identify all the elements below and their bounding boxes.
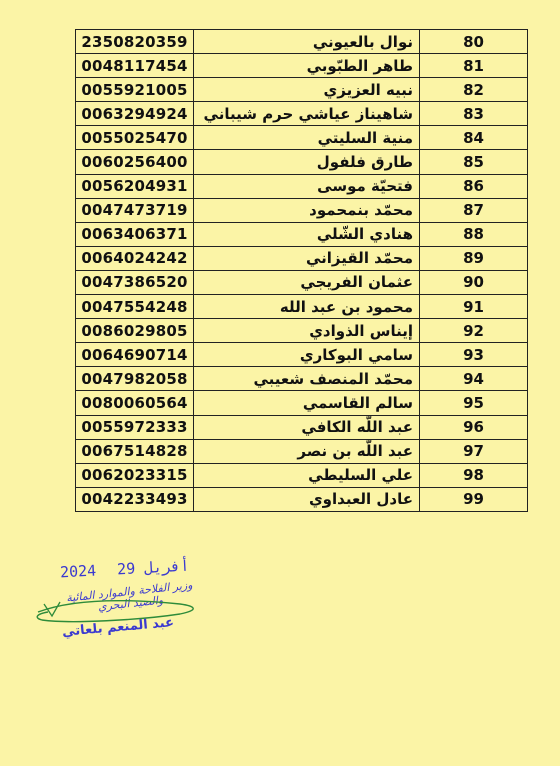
row-number-cell: 83 (420, 102, 528, 126)
table-row (76, 54, 528, 78)
table-row (76, 102, 528, 126)
name-cell: محمّد القيزاني (194, 246, 420, 270)
name-cell: عادل العبداوي (194, 487, 420, 511)
table-row (76, 367, 528, 391)
row-number-cell: 85 (420, 150, 528, 174)
name-cell: نوال بالعيوني (194, 30, 420, 54)
table-row (76, 343, 528, 367)
id-number-cell: 0042233493 (76, 487, 194, 511)
row-number-cell: 97 (420, 439, 528, 463)
names-table (75, 29, 528, 512)
id-number-cell: 0047386520 (76, 270, 194, 294)
name-cell: محمّد المنصف شعيبي (194, 367, 420, 391)
row-number-cell: 80 (420, 30, 528, 54)
name-cell: طارق فلفول (194, 150, 420, 174)
name-cell: عثمان الفريجي (194, 270, 420, 294)
name-cell: نبيه العزيزي (194, 78, 420, 102)
id-number-cell: 0064690714 (76, 343, 194, 367)
row-number-cell: 86 (420, 174, 528, 198)
row-number-cell: 94 (420, 367, 528, 391)
row-number-cell: 98 (420, 463, 528, 487)
id-number-cell: 0064024242 (76, 246, 194, 270)
table-row (76, 222, 528, 246)
id-number-cell: 0060256400 (76, 150, 194, 174)
name-cell: سامي البوكاري (194, 343, 420, 367)
id-number-cell: 0062023315 (76, 463, 194, 487)
table-row (76, 246, 528, 270)
row-number-cell: 88 (420, 222, 528, 246)
table-row (76, 415, 528, 439)
name-cell: محمّد بنمحمود (194, 198, 420, 222)
row-number-cell: 91 (420, 295, 528, 319)
name-cell: عبد اللّه بن نصر (194, 439, 420, 463)
table-row (76, 150, 528, 174)
row-number-cell: 89 (420, 246, 528, 270)
id-number-cell: 0047982058 (76, 367, 194, 391)
signatory-name: عبد المنعم بلعاتي (61, 615, 175, 640)
id-number-cell: 2350820359 (76, 30, 194, 54)
id-number-cell: 0055025470 (76, 126, 194, 150)
stamp-day: 29 (116, 559, 136, 579)
name-cell: شاهيناز عياشي حرم شيباني (194, 102, 420, 126)
table-row (76, 78, 528, 102)
stamp-year: 2024 (59, 561, 97, 582)
name-cell: عبد اللّه الكافي (194, 415, 420, 439)
name-cell: محمود بن عبد الله (194, 295, 420, 319)
row-number-cell: 95 (420, 391, 528, 415)
table-row (76, 30, 528, 54)
id-number-cell: 0067514828 (76, 439, 194, 463)
row-number-cell: 93 (420, 343, 528, 367)
name-cell: طاهر الطبّوبي (194, 54, 420, 78)
signatory-title: وزير الفلاحة والموارد المائية والصيد البحري (65, 578, 194, 614)
row-number-cell: 87 (420, 198, 528, 222)
row-number-cell: 96 (420, 415, 528, 439)
row-number-cell: 81 (420, 54, 528, 78)
table-row (76, 295, 528, 319)
table-row (76, 391, 528, 415)
name-cell: علي السليطي (194, 463, 420, 487)
id-number-cell: 0080060564 (76, 391, 194, 415)
name-cell: منية السليتي (194, 126, 420, 150)
row-number-cell: 90 (420, 270, 528, 294)
id-number-cell: 0055921005 (76, 78, 194, 102)
stamp-month: أفريل (143, 556, 190, 577)
name-cell: سالم القاسمي (194, 391, 420, 415)
id-number-cell: 0063294924 (76, 102, 194, 126)
row-number-cell: 84 (420, 126, 528, 150)
id-number-cell: 0055972333 (76, 415, 194, 439)
id-number-cell: 0047473719 (76, 198, 194, 222)
table-row (76, 270, 528, 294)
id-number-cell: 0048117454 (76, 54, 194, 78)
row-number-cell: 82 (420, 78, 528, 102)
table-row (76, 126, 528, 150)
name-cell: فتحيّة موسى (194, 174, 420, 198)
date-stamp (60, 557, 190, 582)
table-row (76, 319, 528, 343)
row-number-cell: 92 (420, 319, 528, 343)
table-row (76, 174, 528, 198)
name-cell: إيناس الذوادي (194, 319, 420, 343)
table-row (76, 198, 528, 222)
id-number-cell: 0063406371 (76, 222, 194, 246)
id-number-cell: 0056204931 (76, 174, 194, 198)
id-number-cell: 0086029805 (76, 319, 194, 343)
table-row (76, 439, 528, 463)
row-number-cell: 99 (420, 487, 528, 511)
table-row (76, 487, 528, 511)
table-row (76, 463, 528, 487)
name-cell: هنادي الشّلي (194, 222, 420, 246)
id-number-cell: 0047554248 (76, 295, 194, 319)
